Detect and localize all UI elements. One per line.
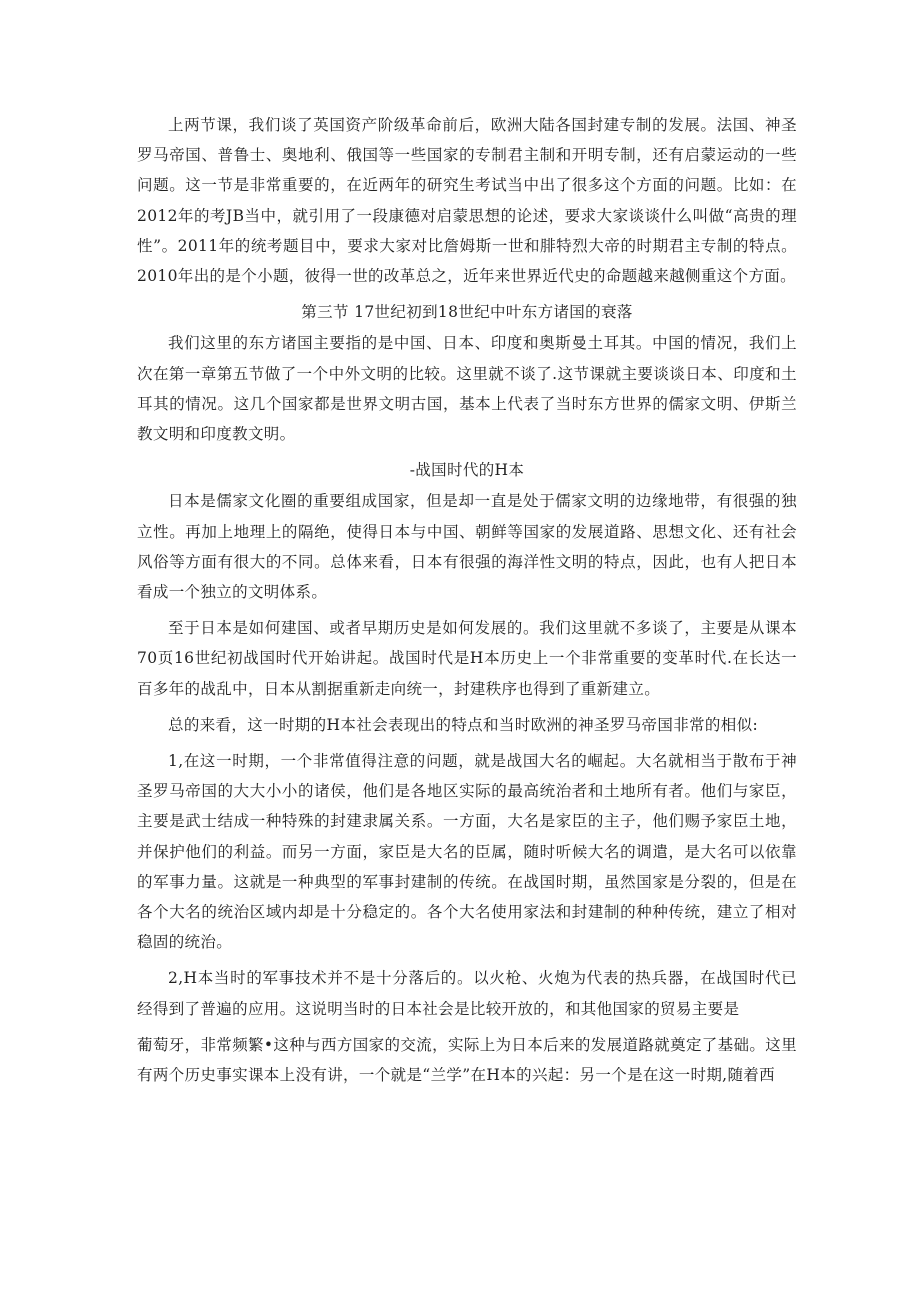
section-heading: 第三节 17世纪初到18世纪中叶东方诸国的衰落	[301, 303, 633, 322]
east-countries-paragraph: 我们这里的东方诸国主要指的是中国、日本、印度和奥斯曼土耳其。中国的情况，我们上次在第一章第五节做了一个中外文明的比较。这里就不谈了.这节课就主要谈谈日本、印度和土耳其的情况。这几个国家都是世界文明古国，基本上代表了当时东方世界的儒家文明、伊斯兰教文明和印度教文明。	[137, 334, 797, 444]
subsection-heading: -战国时代的H本	[409, 461, 525, 480]
point-one-paragraph: 1,在这一时期，一个非常值得注意的问题，就是战国大名的崛起。大名就相当于散布于神圣罗马帝国的大大小小的诸侯，他们是各地区实际的最高统治者和土地所有者。他们与家臣，主要是武士结成一种特殊的封建隶属关系。一方面，大名是家臣的主子，他们赐予家臣土地，并保护他们的利益。而另一方面，家臣是大名的臣属，随时听候大名的调遣，是大名可以依靠的军事力量。这就是一种典型的军事封建制的传统。在战国时期，虽然国家是分裂的，但是在各个大名的统治区域内却是十分稳定的。各个大名使用家法和封建制的种种传统，建立了相对稳固的统治。	[137, 752, 797, 952]
japan-culture-paragraph: 日本是儒家文化圈的重要组成国家，但是却一直是处于儒家文明的边缘地带，有很强的独立性。再加上地理上的隔绝，使得日本与中国、朝鲜等国家的发展道路、思想文化、还有社会风俗等方面有很大的不同。总体来看，日本有很强的海洋性文明的特点，因此，也有人把日本看成一个独立的文明体系。	[137, 492, 797, 602]
warring-states-paragraph: 至于日本是如何建国、或者早期历史是如何发展的。我们这里就不多谈了，主要是从课本70页16世纪初战国时代开始讲起。战国时代是H本历史上一个非常重要的变革时代.在长达一百多年的战乱中，日本从割据重新走向统一，封建秩序也得到了重新建立。	[137, 619, 797, 698]
intro-paragraph: 上两节课，我们谈了英国资产阶级革命前后，欧洲大陆各国封建专制的发展。法国、神圣罗马帝国、普鲁士、奥地利、俄国等一些国家的专制君主制和开明专制，还有启蒙运动的一些问题。这一节是非常重要的，在近两年的研究生考试当中出了很多这个方面的问题。比如：在2012年的考JB当中，就引用了一段康德对启蒙思想的论述，要求大家谈谈什么叫做“高贵的理性”。2011年的统考题目中，要求大家对比詹姆斯一世和腓特烈大帝的时期君主专制的特点。2010年出的是个小题，彼得一世的改革总之，近年来世界近代史的命题越来越侧重这个方面。	[137, 116, 797, 286]
summary-paragraph: 总的来看，这一时期的H本社会表现出的特点和当时欧洲的神圣罗马帝国非常的相似:	[168, 715, 759, 734]
document-body	[137, 110, 797, 1090]
point-two-paragraph: 2,H本当时的军事技术并不是十分落后的。以火枪、火炮为代表的热兵器，在战国时代已经得到了普遍的应用。这说明当时的日本社会是比较开放的，和其他国家的贸易主要是	[137, 969, 797, 1018]
trade-paragraph: 葡萄牙，非常频繁•这种与西方国家的交流，实际上为日本后来的发展道路就奠定了基础。这里有两个历史事实课本上没有讲，一个就是“兰学”在H本的兴起：另一个是在这一时期,随着西	[137, 1035, 797, 1085]
